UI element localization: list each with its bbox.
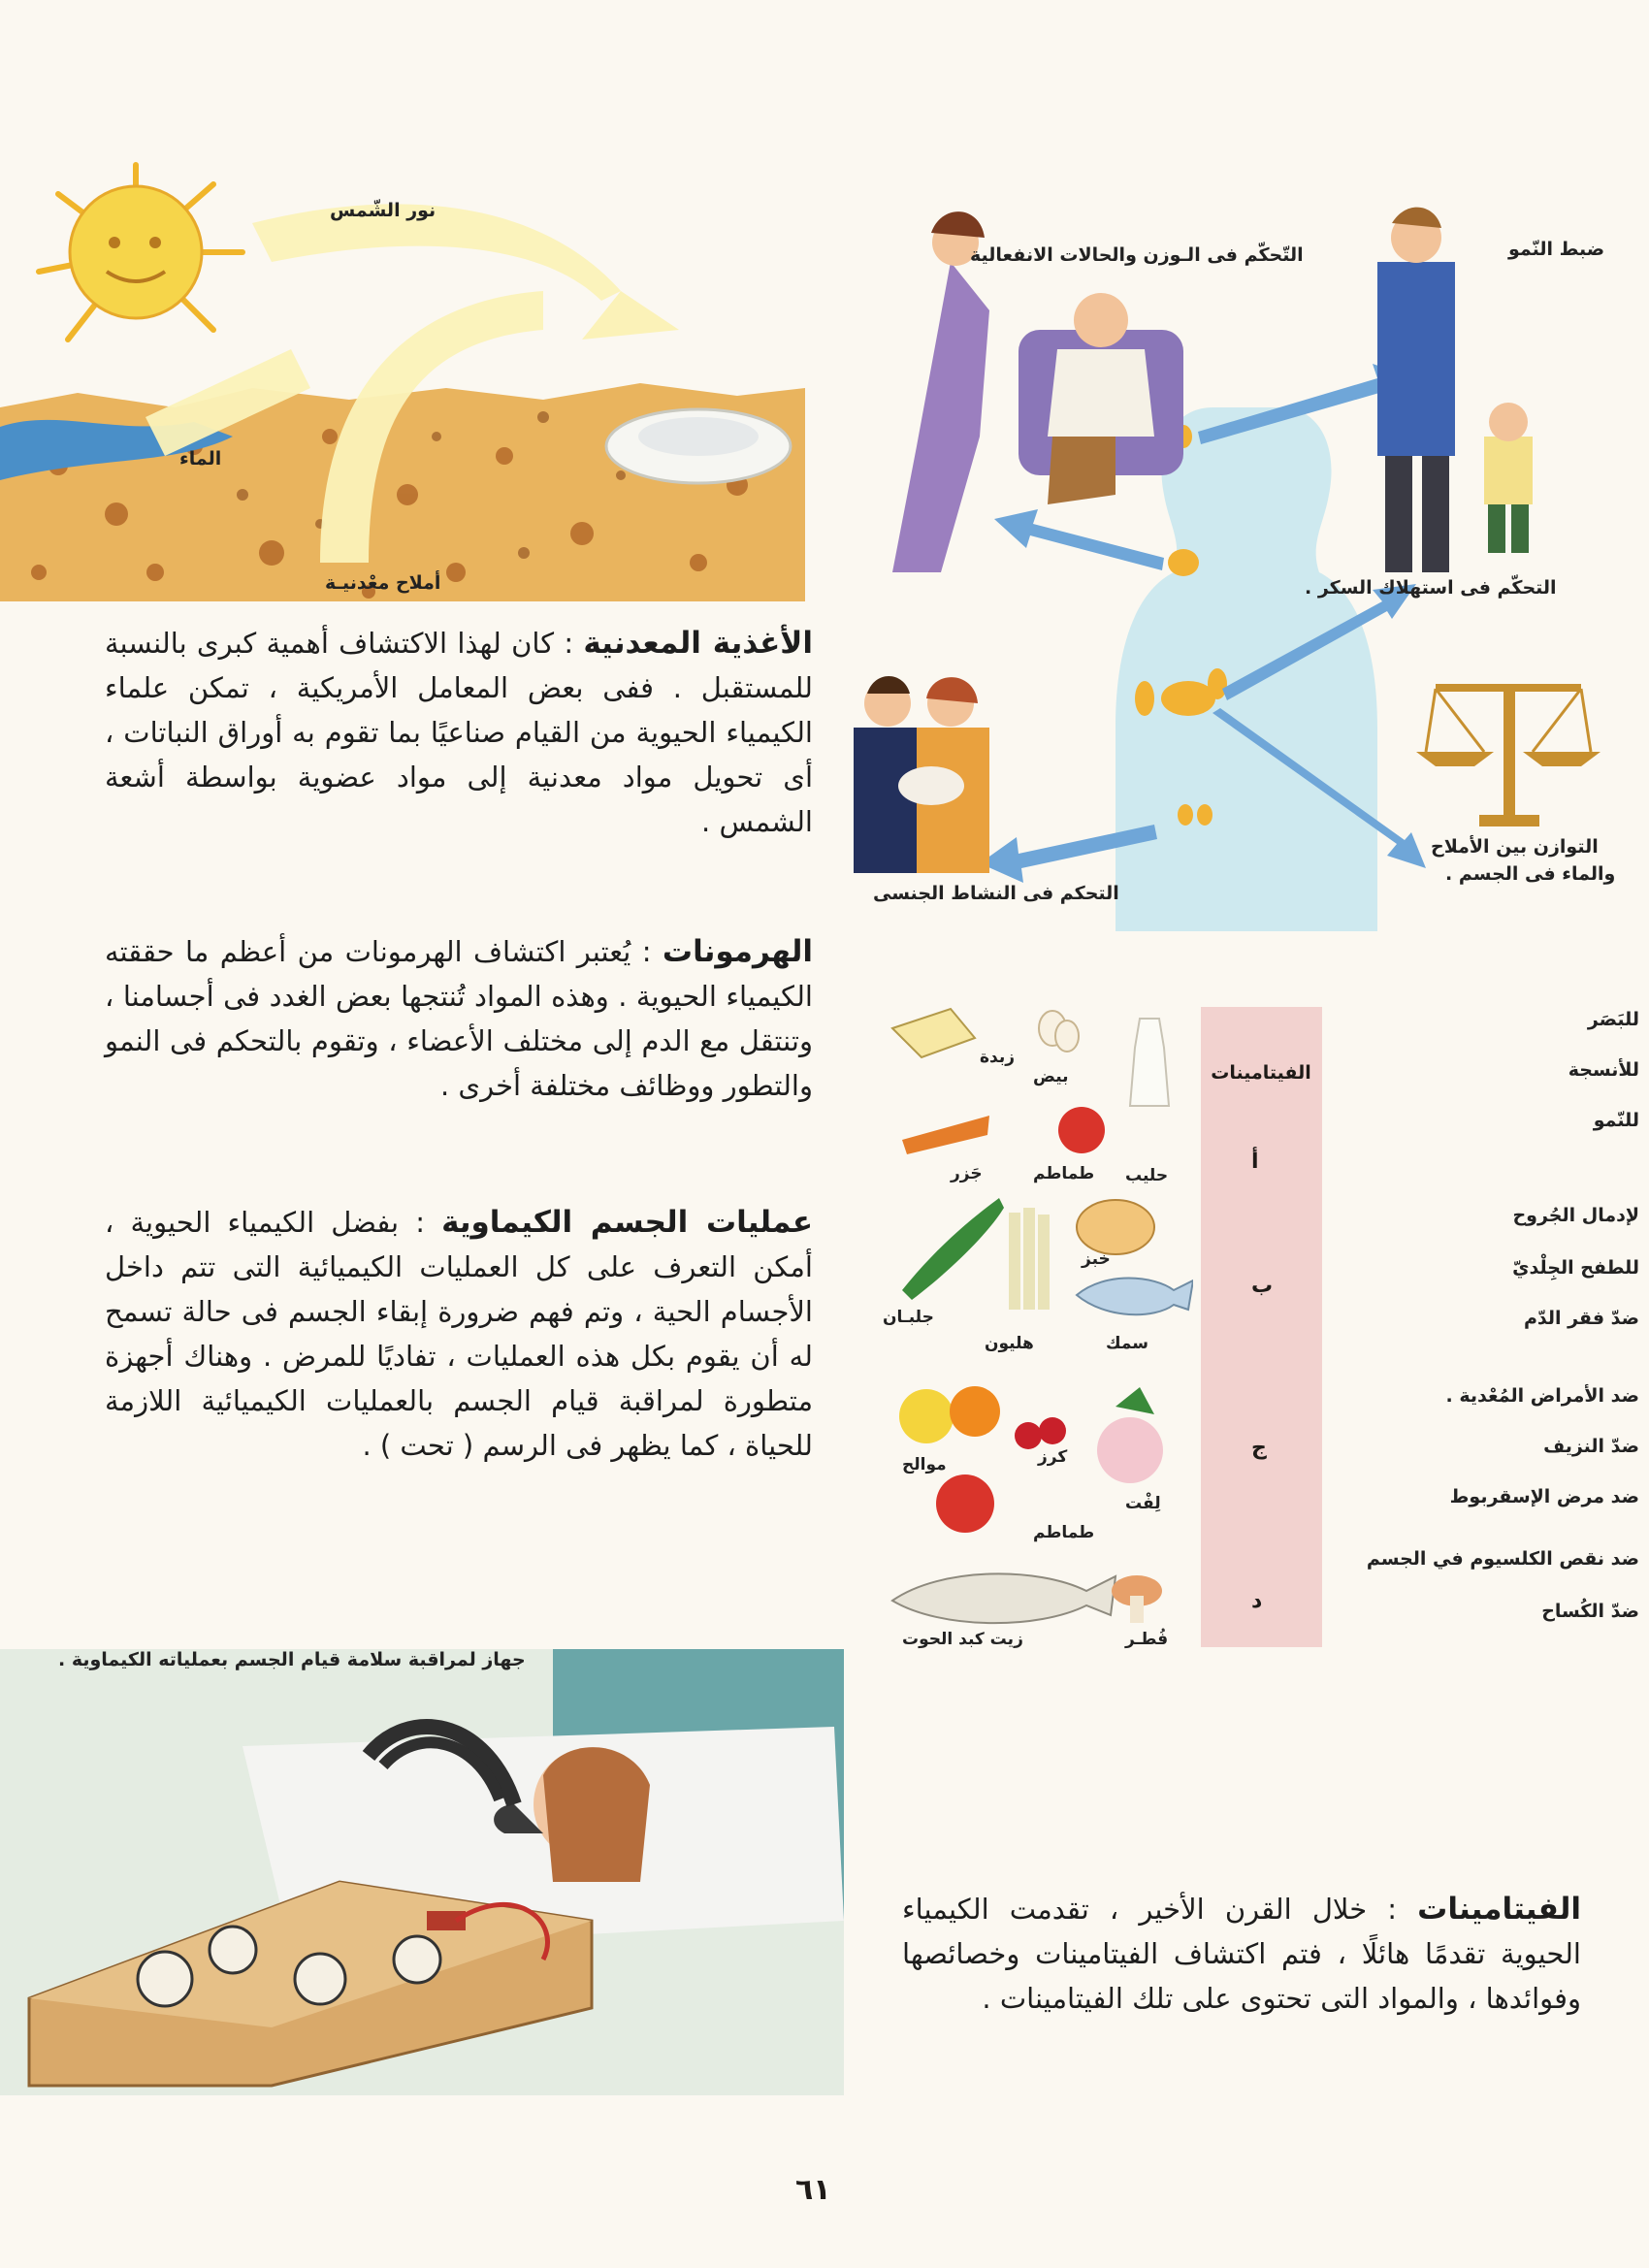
hormones-heading: الهرمونات xyxy=(662,934,813,969)
machine-drawing xyxy=(0,1630,863,2095)
food-asparagus-label: هليون xyxy=(985,1334,1034,1353)
food-peas-label: جلبـان xyxy=(883,1308,934,1327)
hormones-paragraph xyxy=(105,929,813,1108)
sun-illustration xyxy=(0,146,834,621)
vitamin-a-use-2: للأنسجة xyxy=(1568,1059,1639,1081)
vitamin-a-use-1: للبَصَر xyxy=(1587,1009,1639,1030)
vitamin-column-title: الفيتامينات xyxy=(1211,1062,1311,1084)
food-carrot-label: جَزر xyxy=(951,1164,983,1183)
sunlight-label: نور الشّمس xyxy=(330,200,436,221)
hormones-body: : يُعتبر اكتشاف الهرمونات من أعظم ما حققته الكيمياء الحيوية . وهذه المواد تُنتجها بعض الغدد فى أجسامنا ، وتنتقل مع الدم إلى مختلف الأعضاء ، وتقوم بالتحكم فى النمو والتطور ووظائف مختلفة أخرى . xyxy=(105,935,813,1102)
food-tomato-a-label: طماطم xyxy=(1033,1164,1095,1183)
food-fish-label: سمك xyxy=(1106,1334,1148,1353)
vitamin-letter-d: د xyxy=(1251,1589,1263,1613)
vitamins-paragraph xyxy=(902,1887,1581,2021)
hormone-salts-label-1: التوازن بين الأملاح xyxy=(1431,836,1599,858)
vitamin-d-use-1: ضد نقص الكلسيوم في الجسم xyxy=(1366,1548,1639,1570)
chemical-processes-paragraph xyxy=(105,1200,813,1468)
food-citrus-label: موالح xyxy=(902,1455,947,1474)
vitamin-b-use-1: لإدمال الجُروح xyxy=(1512,1205,1639,1226)
machine-caption: جهاز لمراقبة سلامة قيام الجسم بعملياته الكيماوية . xyxy=(58,1649,526,1670)
food-mushroom-label: فُطـر xyxy=(1125,1630,1169,1649)
vitamins-table xyxy=(883,999,1649,1649)
hormone-sugar-label: التحكّم فى استهلاك السكر . xyxy=(1305,577,1557,599)
hormone-salts-label-2: والماء فى الجسم . xyxy=(1445,863,1616,885)
hormone-sexual-label: التحكم فى النشاط الجنسى xyxy=(873,883,1119,904)
vitamin-c-use-1: ضد الأمراض المُعْدية . xyxy=(1445,1385,1639,1407)
vitamins-heading: الفيتامينات xyxy=(1417,1892,1581,1927)
food-cherries-label: كرز xyxy=(1038,1447,1068,1467)
mineral-foods-paragraph xyxy=(105,621,813,844)
food-cod-liver-oil-label: زيت كبد الحوت xyxy=(902,1630,1023,1649)
food-butter-label: زبدة xyxy=(980,1048,1016,1067)
vitamin-letter-c: ج xyxy=(1251,1436,1267,1460)
food-eggs-label: بيض xyxy=(1033,1067,1069,1086)
food-tomato-c-label: طماطم xyxy=(1033,1523,1095,1542)
mineral-foods-body: : كان لهذا الاكتشاف أهمية كبرى بالنسبة للمستقبل . ففى بعض المعامل الأمريكية ، تمكن علماء الكيمياء الحيوية من القيام صناعيًا بما تقوم به أوراق النباتات ، أى تحويل مواد معدنية إلى مواد عضوية بواسطة أشعة الشمس . xyxy=(105,627,813,838)
monitoring-machine-illustration xyxy=(0,1630,863,2095)
food-turnip-label: لِفْت xyxy=(1125,1494,1161,1513)
vitamins-body: : خلال القرن الأخير ، تقدمت الكيمياء الحيوية تقدمًا هائلًا ، فتم اكتشاف الفيتامينات وخصائصها وفوائدها ، والمواد التى تحتوى على تلك الفيتامينات . xyxy=(902,1893,1581,2015)
hormone-growth-label: ضبط النّمو xyxy=(1508,239,1605,260)
chemical-processes-heading: عمليات الجسم الكيماوية xyxy=(441,1205,813,1240)
food-milk-label: حليب xyxy=(1125,1166,1169,1185)
mineral-foods-heading: الأغذية المعدنية xyxy=(583,626,814,661)
vitamin-c-use-2: ضدّ النزيف xyxy=(1543,1436,1639,1457)
hormone-weight-label: التّحكّم فى الـوزن والحالات الانفعالية xyxy=(970,244,1304,266)
minerals-label: أملاح معْدنيـة xyxy=(325,572,441,594)
vitamin-c-use-3: ضد مرض الإسقربوط xyxy=(1449,1486,1639,1507)
hormones-illustration xyxy=(824,184,1649,931)
vitamin-letter-a: أ xyxy=(1251,1150,1259,1174)
vitamin-b-use-3: ضدّ فقر الدّم xyxy=(1523,1308,1639,1329)
chemical-processes-body: : بفضل الكيمياء الحيوية ، أمكن التعرف على كل العمليات الكيميائية التى تتم داخل الأجسام الحية ، وتم فهم ضرورة إبقاء الجسم فى حالة تسمح له أن يقوم بكل هذه العمليات ، تفاديًا للمرض . وهناك أجهزة متطورة لمراقبة قيام الجسم بالعمليات الكيميائية اللازمة للحياة ، كما يظهر فى الرسم ( تحت ) . xyxy=(105,1206,813,1462)
page-number: ٦١ xyxy=(795,2173,831,2207)
vitamin-letter-b: ب xyxy=(1251,1274,1274,1298)
food-bread-label: خبز xyxy=(1082,1249,1111,1269)
vitamin-a-use-3: للنّمو xyxy=(1593,1110,1639,1131)
water-label: الماء xyxy=(179,448,222,470)
hormones-drawing xyxy=(824,184,1649,931)
vitamin-b-use-2: للطفح الجِلْديّ xyxy=(1512,1257,1639,1279)
vitamin-column xyxy=(1201,1007,1322,1647)
vitamin-d-use-2: ضدّ الكُساح xyxy=(1541,1601,1639,1622)
